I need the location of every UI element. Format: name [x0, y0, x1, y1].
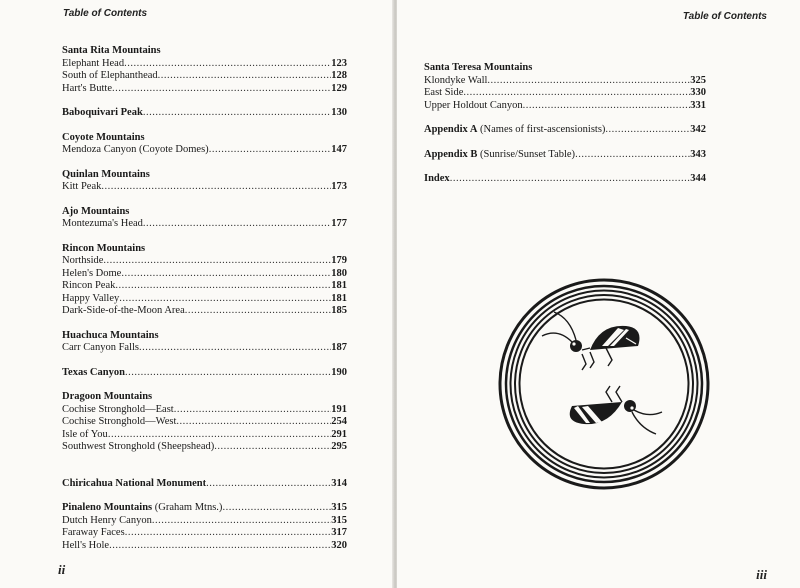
toc-entry-title-text: Appendix B — [424, 148, 478, 160]
toc-section — [62, 45, 347, 95]
toc-section — [62, 132, 347, 157]
toc-entry-page: 320 — [331, 539, 347, 551]
toc-section — [62, 367, 347, 380]
toc-section — [62, 169, 347, 194]
toc-entry[interactable] — [424, 149, 706, 162]
dot-leader — [103, 255, 331, 268]
toc-entry-title — [62, 404, 174, 417]
toc-section — [424, 62, 706, 112]
toc-section — [62, 206, 347, 231]
toc-entry-page: 179 — [331, 255, 347, 266]
toc-section — [62, 478, 347, 491]
page-number-left: ii — [58, 562, 66, 577]
toc-entry-title — [62, 540, 109, 553]
toc-entry[interactable] — [62, 367, 347, 380]
toc-entry[interactable] — [62, 70, 347, 83]
toc-entry-title — [62, 70, 158, 83]
toc-entry-page: 315 — [331, 514, 347, 526]
toc-entry-title — [424, 149, 575, 162]
toc-section — [62, 502, 347, 552]
toc-entry-title — [424, 173, 450, 186]
toc-entry[interactable] — [424, 87, 706, 100]
toc-entry[interactable] — [62, 527, 347, 540]
dot-leader — [575, 149, 690, 162]
running-header-right: Table of Contents — [682, 11, 767, 22]
toc-entry-title — [62, 342, 139, 355]
dot-leader — [487, 75, 690, 88]
toc-entry-title-text: Upper Holdout Canyon — [424, 99, 523, 111]
toc-entry-title — [62, 441, 214, 454]
toc-entry-page: 147 — [331, 144, 347, 155]
dot-leader — [214, 441, 331, 454]
dot-leader — [450, 173, 691, 186]
dot-leader — [463, 87, 690, 100]
toc-entry-title — [62, 305, 185, 318]
toc-entry-title-text: East Side — [424, 87, 464, 98]
dot-leader — [209, 144, 332, 157]
toc-entry-title-text: Montezuma's Head — [62, 218, 143, 229]
toc-entry-page: 177 — [331, 218, 347, 229]
toc-entry[interactable] — [424, 75, 706, 88]
toc-entry[interactable] — [424, 100, 706, 113]
dot-leader — [152, 515, 331, 528]
toc-entry-title-text: Index — [424, 173, 450, 184]
toc-right-list — [424, 62, 706, 198]
toc-entry-title — [62, 367, 125, 380]
toc-entry-page: 190 — [331, 366, 347, 378]
toc-entry-title-text: Rincon Peak — [62, 280, 116, 291]
toc-entry[interactable] — [424, 124, 706, 137]
toc-section — [62, 391, 347, 454]
dot-leader — [158, 70, 332, 83]
toc-entry-title — [62, 416, 176, 429]
toc-entry-title — [62, 83, 112, 96]
toc-entry[interactable] — [62, 502, 347, 515]
toc-entry[interactable] — [62, 540, 347, 553]
toc-entry-page: 295 — [331, 441, 347, 452]
toc-entry[interactable] — [62, 181, 347, 194]
toc-entry-title — [424, 100, 523, 113]
dot-leader — [222, 502, 331, 515]
toc-section-heading: Rincon Mountains — [62, 242, 146, 254]
toc-section-heading: Huachuca Mountains — [62, 329, 159, 341]
toc-entry[interactable] — [62, 416, 347, 429]
page-number-right: iii — [756, 567, 767, 582]
toc-entry-note: (Graham Mtns.) — [152, 502, 223, 513]
toc-entry[interactable] — [62, 268, 347, 281]
toc-entry[interactable] — [62, 218, 347, 231]
toc-entry[interactable] — [62, 429, 347, 442]
toc-entry[interactable] — [62, 107, 347, 120]
toc-entry-title — [424, 124, 605, 137]
toc-entry-page: 330 — [690, 87, 706, 98]
toc-entry-page: 180 — [331, 267, 347, 279]
toc-section — [424, 173, 706, 186]
toc-entry-title — [62, 293, 119, 306]
dot-leader — [176, 416, 331, 429]
toc-entry-title-text: Pinaleno Mountains — [62, 502, 153, 513]
toc-entry[interactable] — [62, 83, 347, 96]
toc-entry-title — [62, 268, 121, 281]
toc-entry-note: (Names of first-ascensionists) — [477, 124, 606, 135]
toc-entry-page: 254 — [331, 416, 347, 427]
toc-entry-title-text: Elephant Head — [62, 57, 125, 69]
toc-entry-note: (Sunrise/Sunset Table) — [477, 148, 576, 160]
toc-entry-title — [62, 255, 103, 268]
toc-entry-title-text: Baboquivari Peak — [62, 107, 143, 118]
toc-entry-title-text: Dutch Henry Canyon — [62, 514, 152, 526]
toc-entry-title-text: Northside — [62, 255, 104, 266]
toc-section — [62, 243, 347, 318]
toc-section — [62, 107, 347, 120]
toc-entry[interactable] — [62, 305, 347, 318]
toc-entry[interactable] — [62, 404, 347, 417]
dot-leader — [143, 107, 331, 120]
dot-leader — [125, 527, 332, 540]
dot-leader — [523, 100, 691, 113]
toc-entry[interactable] — [62, 515, 347, 528]
toc-entry-title — [62, 478, 206, 491]
toc-entry-page: 128 — [331, 70, 347, 81]
toc-entry-page: 325 — [690, 74, 706, 86]
toc-entry-page: 181 — [331, 292, 347, 304]
dot-leader — [143, 218, 331, 231]
toc-entry-page: 123 — [331, 57, 347, 69]
dot-leader — [119, 293, 331, 306]
toc-entry-page: 187 — [331, 342, 347, 353]
toc-entry-title-text: Helen's Dome — [62, 267, 122, 279]
toc-section — [424, 124, 706, 137]
toc-entry-title-text: Faraway Faces — [62, 527, 125, 538]
toc-entry-title — [62, 58, 124, 71]
toc-entry-page: 291 — [331, 428, 347, 440]
toc-entry-title — [62, 429, 108, 442]
toc-entry-title-text: Appendix A — [424, 124, 478, 135]
toc-entry-title — [62, 144, 209, 157]
toc-entry-title-text: Carr Canyon Falls — [62, 342, 139, 353]
toc-entry-title-text: Cochise Stronghold—West — [62, 416, 177, 427]
toc-entry-title — [62, 515, 152, 528]
toc-entry-page: 314 — [331, 477, 347, 489]
toc-entry-title-text: Klondyke Wall — [424, 74, 488, 86]
toc-left-list — [62, 45, 347, 564]
left-page — [0, 0, 394, 588]
toc-entry-page: 130 — [331, 107, 347, 118]
toc-entry-title-text: Hart's Butte — [62, 82, 113, 94]
toc-entry-title-text: Mendoza Canyon (Coyote Domes) — [62, 144, 209, 155]
toc-section — [62, 330, 347, 355]
dot-leader — [115, 280, 331, 293]
dot-leader — [124, 58, 331, 71]
toc-section-heading: Santa Rita Mountains — [62, 45, 161, 56]
toc-section-heading: Ajo Mountains — [62, 205, 130, 217]
toc-entry-title — [62, 527, 125, 540]
mimbres-insect-plate-icon — [498, 278, 710, 490]
toc-entry-title-text: Happy Valley — [62, 292, 120, 304]
toc-entry[interactable] — [62, 280, 347, 293]
toc-entry-page: 315 — [331, 502, 347, 513]
toc-entry-title-text: Cochise Stronghold—East — [62, 403, 174, 415]
dot-leader — [101, 181, 331, 194]
dot-leader — [121, 268, 331, 281]
toc-section-heading: Dragoon Mountains — [62, 391, 153, 402]
toc-entry[interactable] — [62, 342, 347, 355]
toc-entry-page: 343 — [690, 148, 706, 160]
toc-entry-title-text: Isle of You — [62, 428, 108, 440]
dot-leader — [139, 342, 331, 355]
dot-leader — [112, 83, 331, 96]
toc-entry-page: 331 — [690, 99, 706, 111]
toc-entry[interactable] — [62, 441, 347, 454]
running-header-left: Table of Contents — [63, 8, 148, 19]
dot-leader — [185, 305, 332, 318]
toc-entry-title-text: Dark-Side-of-the-Moon Area — [62, 305, 185, 316]
toc-entry-title-text: Kitt Peak — [62, 181, 102, 192]
toc-section — [424, 149, 706, 162]
toc-entry-title-text: Chiricahua National Monument — [62, 477, 207, 489]
toc-entry-page: 181 — [331, 280, 347, 291]
toc-entry[interactable] — [62, 144, 347, 157]
toc-entry[interactable] — [62, 58, 347, 71]
toc-entry-title-text: Southwest Stronghold (Sheepshead) — [62, 441, 215, 452]
toc-entry[interactable] — [424, 173, 706, 186]
dot-leader — [206, 478, 331, 491]
toc-entry-title — [62, 502, 222, 515]
toc-section-heading: Quinlan Mountains — [62, 168, 150, 180]
toc-entry[interactable] — [62, 293, 347, 306]
toc-entry-title — [424, 75, 487, 88]
dot-leader — [605, 124, 690, 137]
toc-entry-title-text: South of Elephanthead — [62, 70, 158, 81]
toc-section-heading: Santa Teresa Mountains — [424, 62, 533, 73]
toc-entry-title-text: Hell's Hole — [62, 539, 110, 551]
dot-leader — [125, 367, 331, 380]
toc-entry-title — [62, 181, 101, 194]
toc-entry-page: 191 — [331, 403, 347, 415]
toc-entry-title-text: Texas Canyon — [62, 366, 125, 378]
toc-entry-page: 129 — [331, 82, 347, 94]
toc-entry-page: 173 — [331, 181, 347, 192]
toc-entry-title — [62, 218, 143, 231]
dot-leader — [109, 540, 331, 553]
toc-section-heading: Coyote Mountains — [62, 131, 145, 143]
toc-entry-title — [62, 107, 143, 120]
dot-leader — [108, 429, 331, 442]
dot-leader — [174, 404, 332, 417]
toc-entry-title — [62, 280, 115, 293]
toc-entry-page: 317 — [331, 527, 347, 538]
toc-entry-title — [424, 87, 463, 100]
toc-entry[interactable] — [62, 255, 347, 268]
toc-entry-page: 185 — [331, 305, 347, 316]
toc-entry-page: 344 — [690, 173, 706, 184]
toc-entry-page: 342 — [690, 124, 706, 135]
toc-entry[interactable] — [62, 478, 347, 491]
